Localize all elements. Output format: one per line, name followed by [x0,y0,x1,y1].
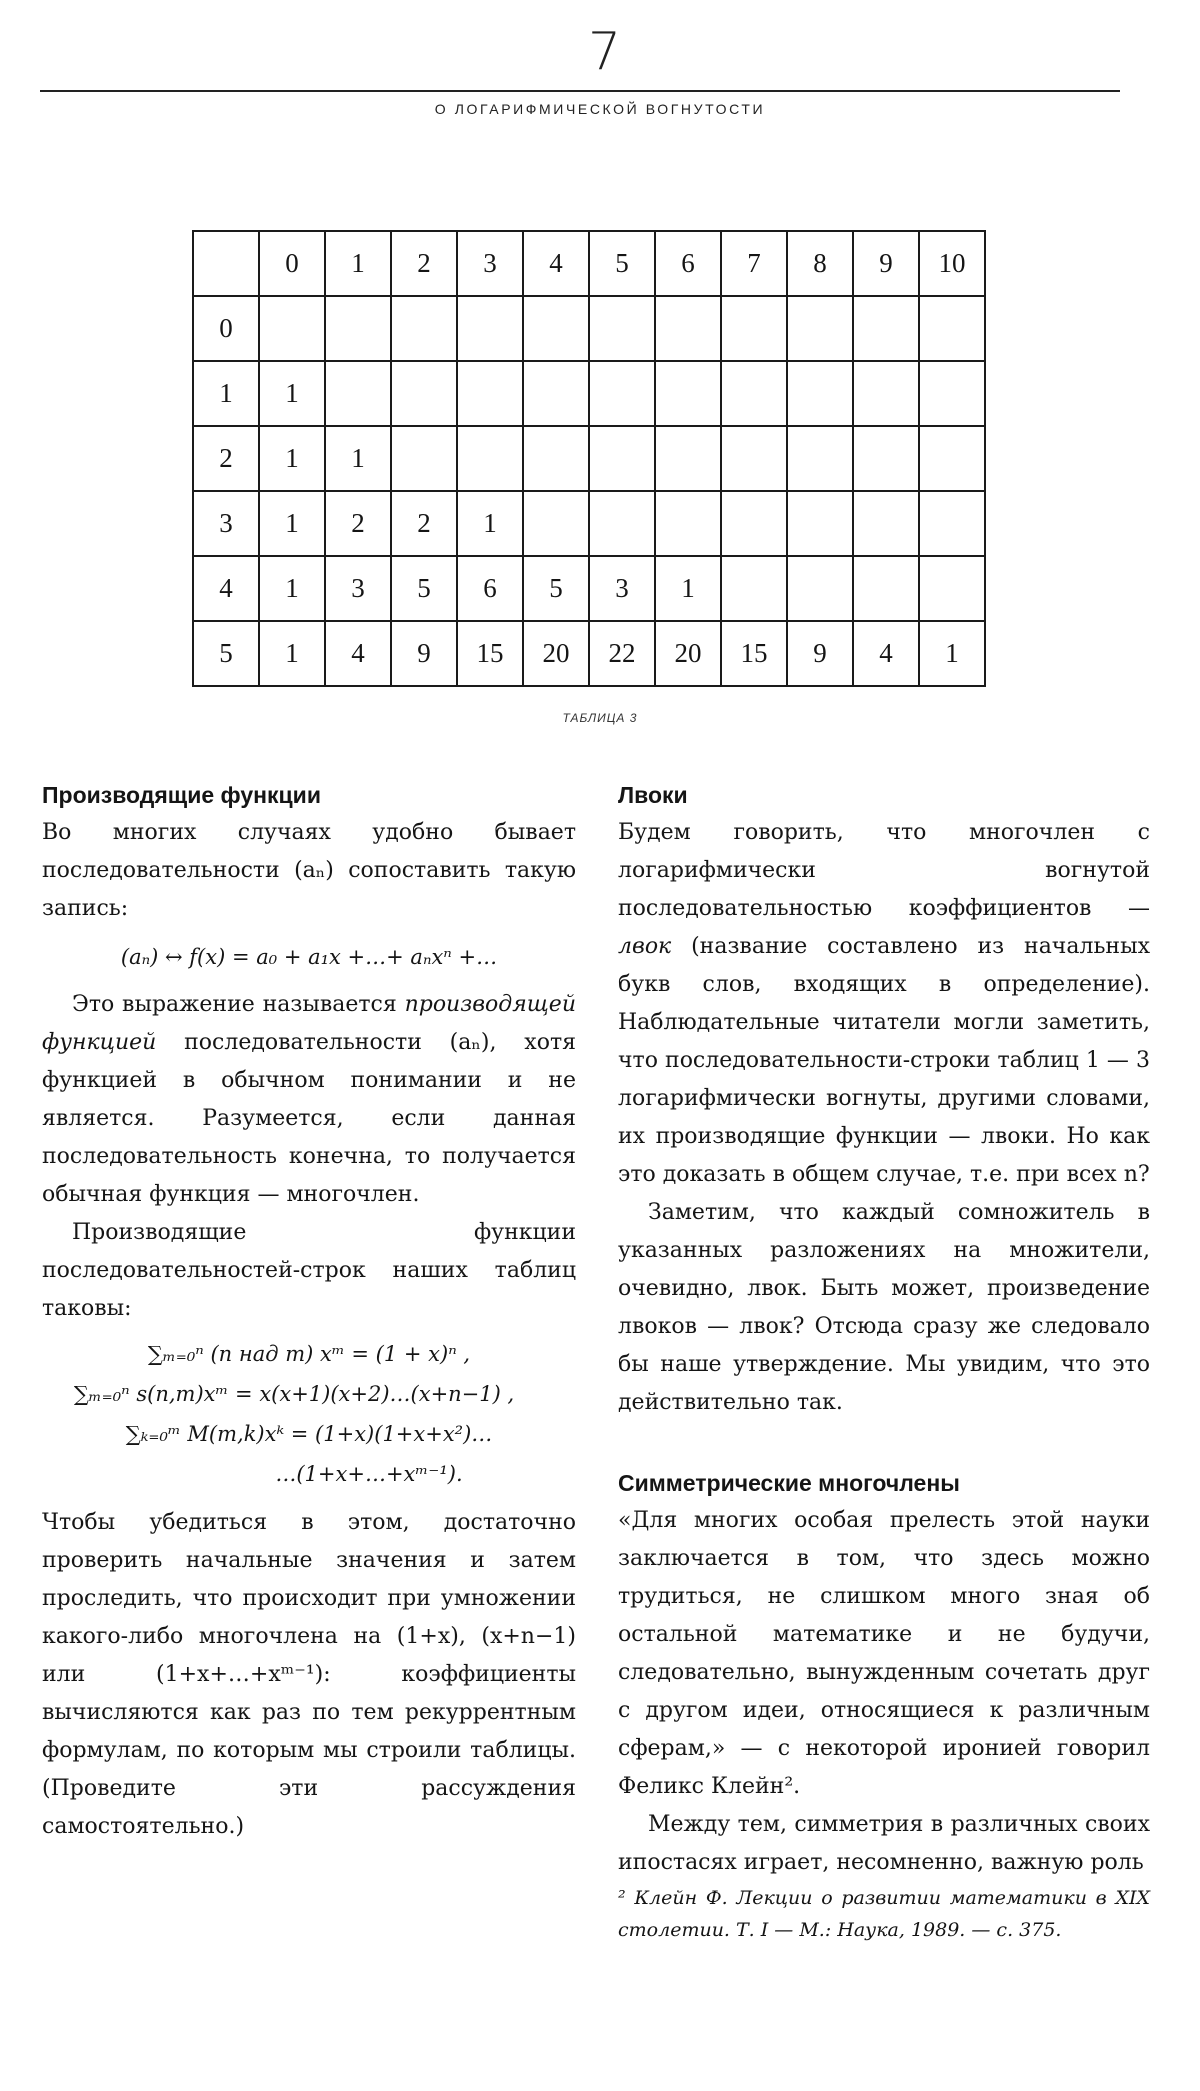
table-cell [391,361,457,426]
section-heading-symmetric-polynomials: Симметрические многочлены [618,1470,960,1496]
table-cell: 9 [853,231,919,296]
paragraph: «Для многих особая прелесть этой науки заключается в том, что здесь можно трудиться, не слишком много зная об остальной математике и не будучи, следовательно, вынужденным сочетать друг с другом идеи, относящиеся к различным сферам,» — с некоторой иронией говорил Феликс Клейн². [618,1508,1150,1799]
table-cell: 1 [325,426,391,491]
table-cell [193,231,259,296]
table-cell [523,361,589,426]
table-cell [589,361,655,426]
table-cell: 2 [193,426,259,491]
table-cell [457,361,523,426]
table-cell: 7 [721,231,787,296]
table-cell [853,556,919,621]
table-cell [655,426,721,491]
table-cell: 1 [325,231,391,296]
table-cell [589,426,655,491]
formula-product-continued: …(1+x+…+xᵐ⁻¹). [275,1462,463,1486]
table-cell [325,296,391,361]
table-cell: 1 [259,361,325,426]
table-cell [523,491,589,556]
table-cell [721,491,787,556]
text-run: Это выражение называется [72,992,405,1017]
table-cell [919,556,985,621]
table-cell [919,361,985,426]
paragraph: Заметим, что каждый сомножитель в указанных разложениях на множители, очевидно, лвок. Быть может, произведение лвоков — лвок? Отсюда сразу же следовало бы наше утверждение. Мы увидим, что это действительно так. [618,1200,1150,1415]
table-cell: 3 [325,556,391,621]
table-row [193,491,985,556]
table-cell [919,296,985,361]
paragraph [42,986,576,1214]
table-cell: 4 [193,556,259,621]
formula-binomial: ∑ₘ₌₀ⁿ (n над m) xᵐ = (1 + x)ⁿ , [147,1342,471,1366]
table-caption: ТАБЛИЦА 3 [562,711,638,725]
paragraph: Чтобы убедиться в этом, достаточно проверить начальные значения и затем проследить, что происходит при умножении какого-либо многочлена на (1+x), (x+n−1) или (1+x+…+xᵐ⁻¹): коэффициенты вычисляются как раз по тем рекуррентным формулам, по которым мы строили таблицы. (Проведите эти рассуждения самостоятельно.) [42,1510,576,1839]
right-column [618,776,1150,1946]
section-heading-generating-functions: Производящие функции [42,782,321,808]
table-cell: 1 [193,361,259,426]
emphasis-term: производящей функцией [42,992,576,1055]
table-cell: 1 [259,621,325,686]
table-cell: 1 [919,621,985,686]
table-cell: 10 [919,231,985,296]
table-header-row [193,231,985,296]
table-cell [853,491,919,556]
table-cell [523,296,589,361]
paragraph: Между тем, симметрия в различных своих ипостасях играет, несомненно, важную роль [618,1812,1150,1875]
table-cell [655,361,721,426]
table-cell [853,361,919,426]
footnote: ² Клейн Ф. Лекции о развитии математики в XIX столетии. Т. I — М.: Наука, 1989. — с. 375. [618,1887,1150,1941]
table-cell: 6 [457,556,523,621]
table-cell: 22 [589,621,655,686]
table-cell [259,296,325,361]
table-cell [391,426,457,491]
table-cell [721,556,787,621]
table-cell [721,296,787,361]
table-row [193,426,985,491]
table-cell [325,361,391,426]
table-cell: 9 [787,621,853,686]
table-cell: 4 [853,621,919,686]
table-cell: 3 [193,491,259,556]
table-cell: 2 [391,231,457,296]
table-row [193,556,985,621]
table-cell [853,296,919,361]
formula-generating-function: (aₙ) ↔ f(x) = a₀ + a₁x +…+ aₙxⁿ +… [120,945,498,969]
table-cell [919,491,985,556]
table-cell: 15 [721,621,787,686]
table-cell [589,491,655,556]
section-heading-lvoki: Лвоки [618,782,688,808]
table-cell: 6 [655,231,721,296]
table-cell: 8 [787,231,853,296]
table-cell [589,296,655,361]
left-column [42,776,576,1846]
table-cell [919,426,985,491]
text-run: (название составлено из начальных букв слов, входящих в определение). Наблюдательные читатели могли заметить, что последовательности-строки таблиц 1 — 3 логарифмически вогнуты, другими словами, их производящие функции — лвоки. Но как это доказать в общем случае, т.е. при всех n? [618,934,1150,1187]
emphasis-term: лвок [618,934,672,959]
table-cell [721,426,787,491]
header-rule [40,90,1120,92]
table-cell: 1 [259,426,325,491]
table-cell: 1 [655,556,721,621]
table-cell [457,426,523,491]
text-run: Будем говорить, что многочлен с логарифмически вогнутой последовательностью коэффициентов — [618,820,1150,921]
table-cell: 5 [193,621,259,686]
table-cell [655,491,721,556]
table-cell [787,296,853,361]
formula-stirling: ∑ₘ₌₀ⁿ s(n,m)xᵐ = x(x+1)(x+2)…(x+n−1) , [73,1382,515,1406]
table-cell [523,426,589,491]
table-cell: 1 [259,556,325,621]
table-row [193,621,985,686]
table-3 [192,230,986,687]
table-cell: 1 [259,491,325,556]
table-cell [787,491,853,556]
table-cell: 3 [457,231,523,296]
table-row [193,296,985,361]
table-cell: 15 [457,621,523,686]
paragraph: Производящие функции последовательностей-строк наших таблиц таковы: [42,1220,576,1321]
formula-block [42,1334,576,1494]
table-cell: 2 [391,491,457,556]
table-cell: 4 [523,231,589,296]
table-row [193,361,985,426]
table-cell [655,296,721,361]
table-cell: 1 [457,491,523,556]
table-cell: 5 [523,556,589,621]
table-cell: 20 [655,621,721,686]
paragraph: Во многих случаях удобно бывает последовательности (aₙ) сопоставить такую запись: [42,820,576,921]
table-cell: 9 [391,621,457,686]
table-cell: 20 [523,621,589,686]
running-title: О ЛОГАРИФМИЧЕСКОЙ ВОГНУТОСТИ [434,101,766,117]
table-cell: 5 [391,556,457,621]
table-cell [457,296,523,361]
table-cell [787,426,853,491]
table-cell: 5 [589,231,655,296]
table-cell: 3 [589,556,655,621]
table-cell [853,426,919,491]
table-cell: 0 [259,231,325,296]
page-number: 7 [588,22,622,82]
paragraph [618,814,1150,1194]
table-cell [721,361,787,426]
text-run: последовательности (aₙ), хотя функцией в обычном понимании и не является. Разумеется, если данная последовательность конечна, то получается обычная функция — многочлен. [42,1030,576,1207]
table-cell [391,296,457,361]
table-cell: 2 [325,491,391,556]
table-cell: 0 [193,296,259,361]
table-cell: 4 [325,621,391,686]
table-cell [787,361,853,426]
table-cell [787,556,853,621]
formula-product: ∑ₖ₌₀ᵐ M(m,k)xᵏ = (1+x)(1+x+x²)… [125,1422,493,1446]
